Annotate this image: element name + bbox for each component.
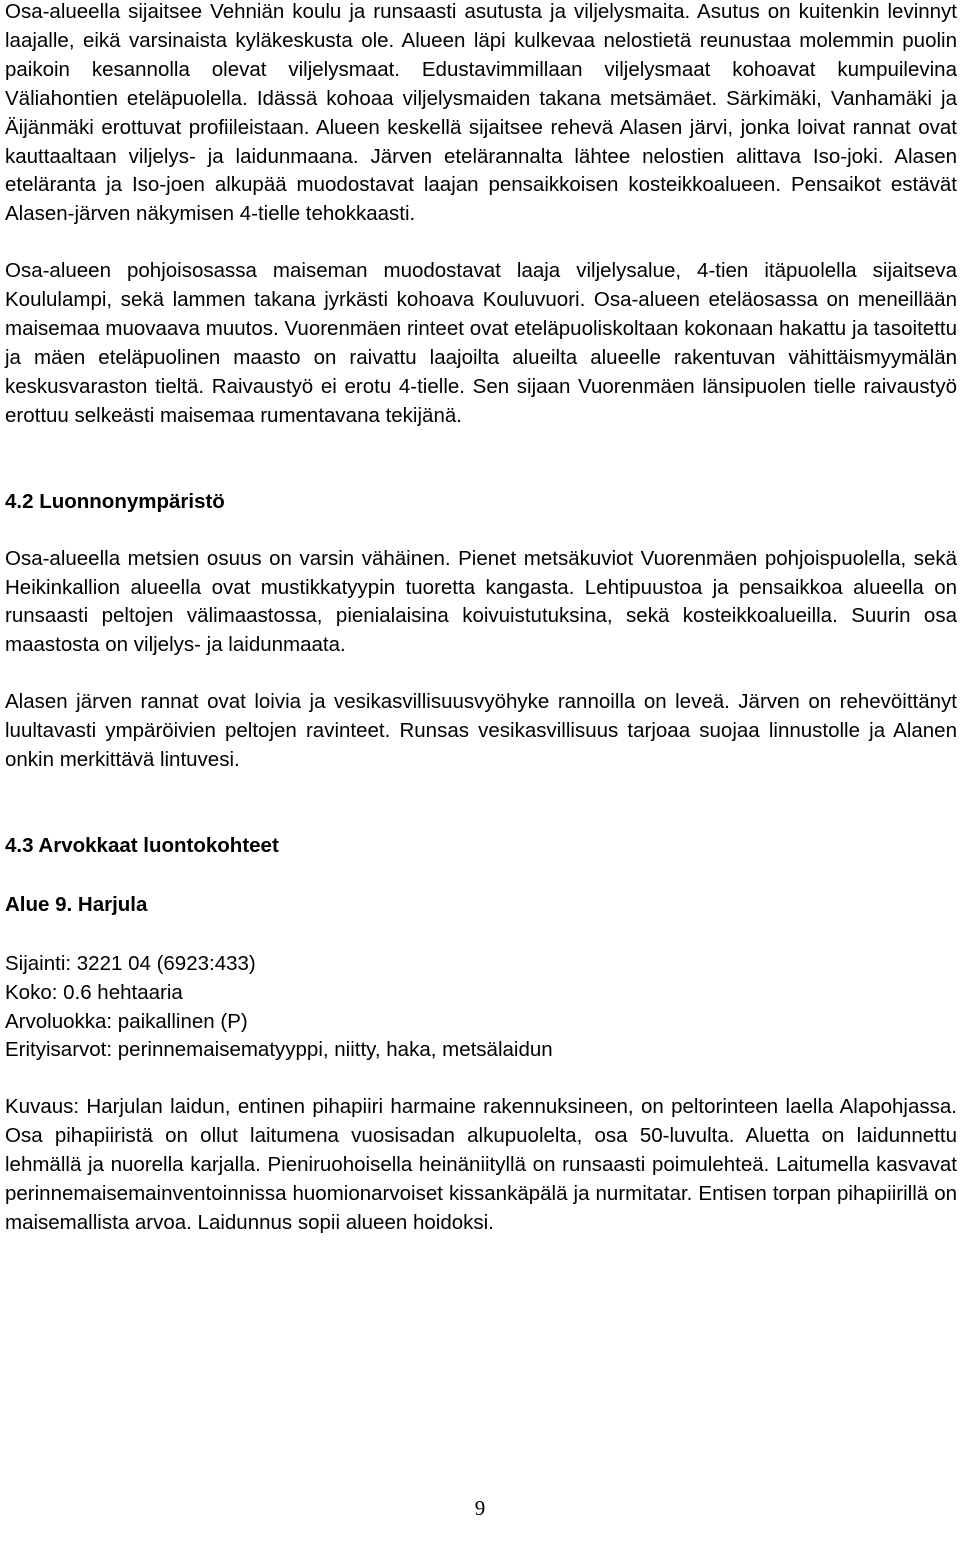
area-title: Alue 9. Harjula xyxy=(5,892,148,916)
section-heading-4-2: 4.2 Luonnonympäristö xyxy=(5,489,225,513)
section-heading-4-3: 4.3 Arvokkaat luontokohteet xyxy=(5,833,279,857)
area-value-class: Arvoluokka: paikallinen (P) xyxy=(5,1009,248,1033)
area-description: Kuvaus: Harjulan laidun, entinen pihapiiri harmaine rakennuksineen, on peltorinteen laella Alapohjassa. Osa pihapiiristä on ollut laitumena vuosisadan alkupuolelta, osa 50-luvulta. Aluetta on laidunnettu lehmällä ja nuorella karjalla. Pieniruohoisella heinäniityllä on runsaasti poimulehteä. Laitumella kasvavat perinnemaisemainventoinnissa huomionarvoiset kissankäpälä ja nurmitatar. Entisen torpan pihapiirillä on maisemallista arvoa. Laidunnus sopii alueen hoidoksi. xyxy=(5,1095,957,1234)
section-4-2-paragraph-2: Alasen järven rannat ovat loivia ja vesikasvillisuusvyöhyke rannoilla on leveä. Järven on rehevöittänyt luultavasti ympäröivien peltojen ravinteet. Runsas vesikasvillisuus tarjoaa suojaa linnustolle ja Alanen onkin merkittävä lintuvesi. xyxy=(5,690,957,772)
document-page xyxy=(5,0,957,1238)
area-size: Koko: 0.6 hehtaaria xyxy=(5,980,183,1004)
area-special-values: Erityisarvot: perinnemaisematyyppi, niitty, haka, metsälaidun xyxy=(5,1038,553,1062)
section-4-2-paragraph-1: Osa-alueella metsien osuus on varsin vähäinen. Pienet metsäkuviot Vuorenmäen pohjoispuolella, sekä Heikinkallion alueella ovat mustikkatyypin tuoretta kangasta. Lehtipuustoa ja pensaikkoa alueella on runsaasti peltojen välimaastossa, pienialaisina koivuistutuksina, sekä kosteikkoalueilla. Suurin osa maastosta on viljelys- ja laidunmaata. xyxy=(5,546,957,657)
area-location: Sijainti: 3221 04 (6923:433) xyxy=(5,951,256,975)
intro-paragraph-2: Osa-alueen pohjoisosassa maiseman muodostavat laaja viljelysalue, 4-tien itäpuolella sijaitseva Koululampi, sekä lammen takana jyrkästi kohoava Kouluvuori. Osa-alueen eteläosassa on meneillään maisemaa muovaava muutos. Vuorenmäen rinteet ovat eteläpuoliskoltaan kokonaan hakattu ja tasoitettu ja mäen eteläpuolinen maasto on raivattu laajoilta alueilta alueelle rakentuvan vähittäismyymälän keskusvaraston tieltä. Raivaustyö ei erotu 4-tielle. Sen sijaan Vuorenmäen länsipuolen tielle raivaustyö erottuu selkeästi maisemaa rumentavana tekijänä. xyxy=(5,259,957,427)
intro-paragraph-1: Osa-alueella sijaitsee Vehniän koulu ja runsaasti asutusta ja viljelysmaita. Asutus on kuitenkin levinnyt laajalle, eikä varsinaista kyläkeskusta ole. Alueen läpi kulkevaa nelostietä reunustaa molemmin puolin paikoin kesannolla olevat viljelysmaat. Edustavimmillaan viljelysmaat kohoavat kumpuilevina Väliahontien eteläpuolella. Idässä kohoaa viljelysmaiden takana metsämäet. Särkimäki, Vanhamäki ja Äijänmäki erottuvat profiileistaan. Alueen keskellä sijaitsee rehevä Alasen järvi, jonka loivat rannat ovat kauttaaltaan viljelys- ja laidunmaana. Järven etelärannalta lähtee nelostien alittava Iso-joki. Alasen eteläranta ja Iso-joen alkupää muodostavat laajan pensaikkoisen kosteikkoalueen. Pensaikot estävät Alasen-järven näkymisen 4-tielle tehokkaasti. xyxy=(5,0,957,226)
page-number: 9 xyxy=(474,1496,486,1520)
